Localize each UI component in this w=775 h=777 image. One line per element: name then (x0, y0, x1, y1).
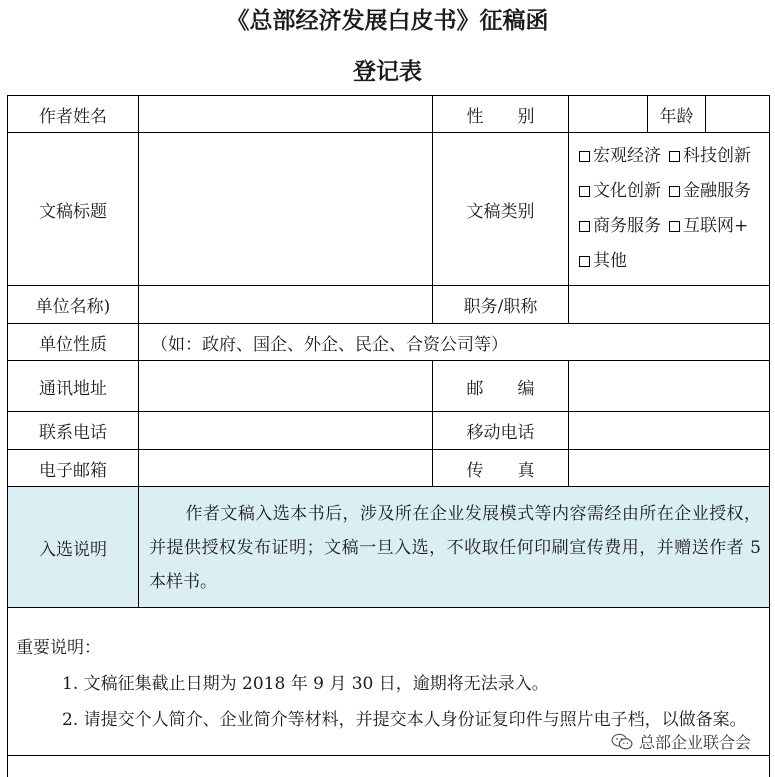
selection-notice-text: 作者文稿入选本书后，涉及所在企业发展模式等内容需经由所在企业授权，并提供授权发布证明；文稿一旦入选，不收取任何印刷宣传费用，并赠送作者 5 本样书。 (139, 487, 770, 608)
footer-source (611, 730, 751, 753)
org-nature-label: 单位性质 (8, 324, 139, 361)
position-field[interactable] (569, 286, 770, 324)
postcode-field[interactable] (569, 361, 770, 412)
category-options (569, 133, 770, 286)
checkbox-icon (579, 151, 590, 162)
category-option[interactable]: 其他 (579, 244, 627, 279)
manuscript-category-label: 文稿类别 (433, 133, 569, 286)
footer-source-name: 总部企业联合会 (638, 733, 751, 752)
gender-label: 性 别 (433, 96, 569, 133)
manuscript-title-label: 文稿标题 (8, 133, 139, 286)
mobile-field[interactable] (569, 412, 770, 450)
phone-label: 联系电话 (8, 412, 139, 450)
address-field[interactable] (139, 361, 433, 412)
checkbox-icon (579, 186, 590, 197)
org-name-label: 单位名称) (8, 286, 139, 324)
category-option[interactable]: 宏观经济 (579, 139, 661, 174)
age-label: 年龄 (648, 96, 706, 133)
org-name-field[interactable] (139, 286, 433, 324)
category-option[interactable]: 金融服务 (669, 174, 751, 209)
email-label: 电子邮箱 (8, 450, 139, 487)
fax-field[interactable] (569, 450, 770, 487)
category-option[interactable]: 文化创新 (579, 174, 661, 209)
category-option[interactable]: 科技创新 (669, 139, 751, 174)
manuscript-title-field[interactable] (139, 133, 433, 286)
phone-field[interactable] (139, 412, 433, 450)
checkbox-icon (669, 151, 680, 162)
gender-field[interactable] (569, 96, 648, 133)
wechat-icon (611, 733, 633, 751)
selection-notice-label: 入选说明 (8, 487, 139, 608)
position-label: 职务/职称 (433, 286, 569, 324)
note-item: 1. 文稿征集截止日期为 2018 年 9 月 30 日，逾期将无法录入。 (62, 673, 549, 694)
checkbox-icon (579, 221, 590, 232)
page-subtitle: 登记表 (353, 58, 422, 85)
author-name-field[interactable] (139, 96, 433, 133)
category-option[interactable]: 商务服务 (579, 209, 661, 244)
author-name-label: 作者姓名 (8, 96, 139, 133)
checkbox-icon (669, 186, 680, 197)
notes-heading: 重要说明： (16, 637, 101, 658)
mobile-label: 移动电话 (433, 412, 569, 450)
age-field[interactable] (706, 96, 770, 133)
category-option[interactable]: 互联网+ (669, 209, 748, 244)
postcode-label: 邮 编 (433, 361, 569, 412)
checkbox-icon (579, 256, 590, 267)
note-item: 2. 请提交个人简介、企业简介等材料，并提交本人身份证复印件与照片电子档，以做备案。 (62, 709, 747, 730)
page-title: 《总部经济发展白皮书》征稿函 (226, 7, 549, 34)
checkbox-icon (669, 221, 680, 232)
registration-form (7, 95, 770, 777)
org-nature-field[interactable]: （如：政府、国企、外企、民企、合资公司等） (139, 324, 770, 361)
address-label: 通讯地址 (8, 361, 139, 412)
footer-row (8, 756, 770, 777)
fax-label: 传 真 (433, 450, 569, 487)
email-field[interactable] (139, 450, 433, 487)
